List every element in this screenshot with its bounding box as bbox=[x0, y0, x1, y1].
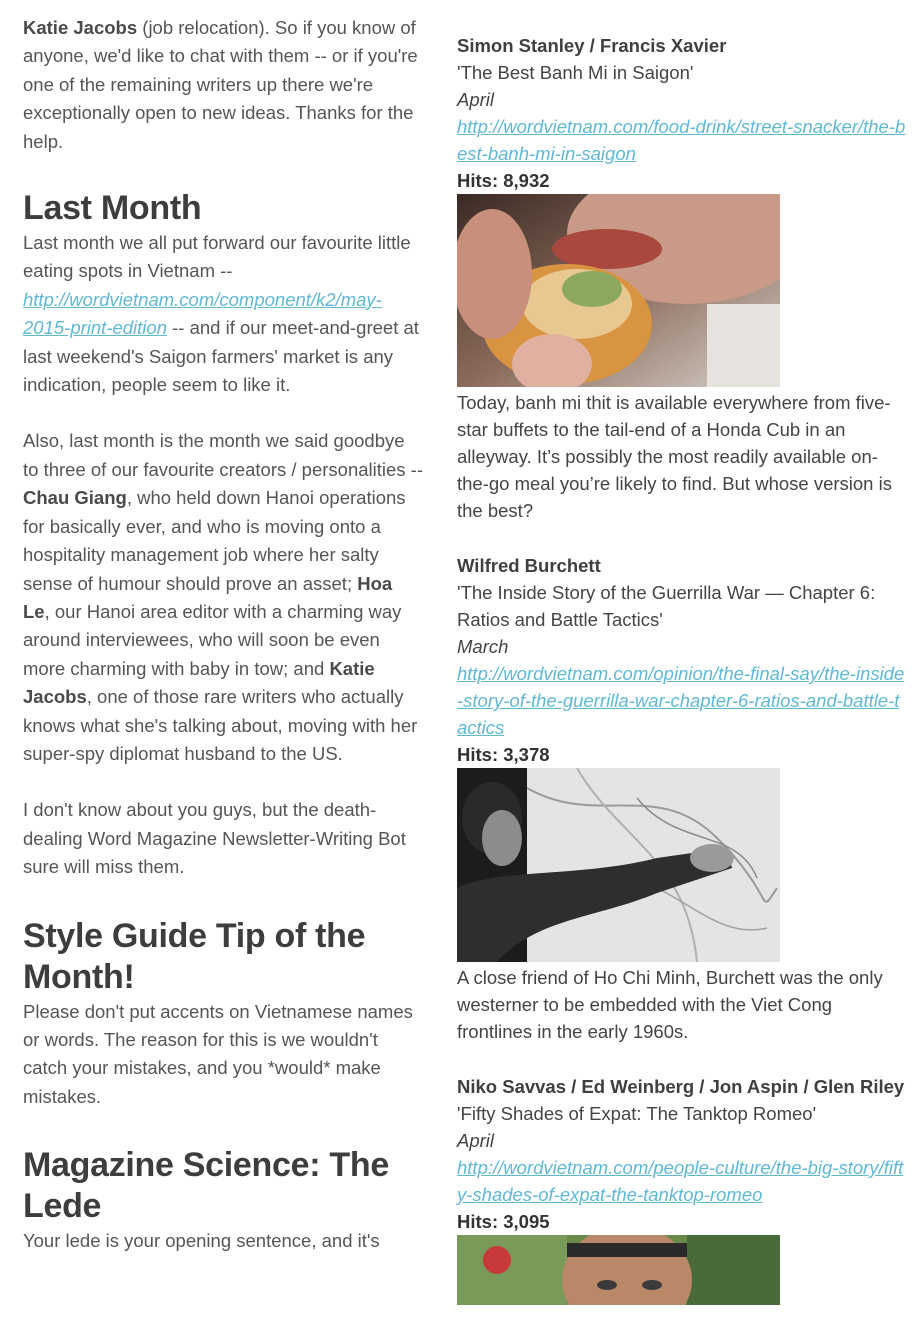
last-month-paragraph-3: I don't know about you guys, but the death-dealing Word Magazine Newsletter-Writing Bot sure will miss them. bbox=[23, 799, 406, 878]
article-authors: Simon Stanley / Francis Xavier bbox=[457, 35, 727, 56]
last-month-paragraph-2: Also, last month is the month we said goodbye to three of our favourite creators / personalities -- Chau Giang, who held down Hanoi operations for basically ever, and who is moving onto a hospitality management job where her salty sense of humour should prove an asset; Hoa Le, our Hanoi area editor with a charming way around interviewees, who will soon be even more charming with baby in tow; and Katie Jacobs, one of those rare writers who actually knows what she's talking about, moving with her super-spy diplomat husband to the US. bbox=[23, 430, 423, 764]
last-month-paragraph-1: Last month we all put forward our favourite little eating spots in Vietnam -- http://wordvietnam.com/component/k2/may-2015-print-edition -- and if our meet-and-greet at last weekend's Saigon farmers' market is any indication, people seem to like it. bbox=[23, 232, 419, 396]
print-edition-link[interactable]: http://wordvietnam.com/component/k2/may-2015-print-edition bbox=[23, 288, 382, 339]
article-link[interactable]: http://wordvietnam.com/food-drink/street-snacker/the-best-banh-mi-in-saigon bbox=[457, 116, 906, 164]
article-authors: Niko Savvas / Ed Weinberg / Jon Aspin / Glen Riley bbox=[457, 1076, 905, 1097]
right-column bbox=[457, 32, 907, 1305]
person-name: Hoa Le bbox=[23, 572, 393, 622]
person-name: Katie Jacobs bbox=[23, 657, 375, 708]
article-title: 'Fifty Shades of Expat: The Tanktop Romeo' bbox=[457, 1103, 817, 1124]
article-month: April bbox=[457, 1130, 495, 1151]
map-photo bbox=[457, 768, 780, 962]
style-guide-heading: Style Guide Tip of the Month! bbox=[23, 916, 366, 996]
article-hits: Hits: 8,932 bbox=[457, 170, 550, 191]
article-description: A close friend of Ho Chi Minh, Burchett was the only westerner to be embedded with the Viet Cong frontlines in the early 1960s. bbox=[457, 967, 883, 1042]
article-item bbox=[457, 552, 907, 1045]
style-guide-paragraph: Please don't put accents on Vietnamese names or words. The reason for this is we wouldn't catch your mistakes, and you *would* make mistakes. bbox=[23, 1000, 413, 1107]
article-hits: Hits: 3,095 bbox=[457, 1211, 550, 1232]
article-month: March bbox=[457, 636, 509, 657]
article-title: 'The Inside Story of the Guerrilla War — Chapter 6: Ratios and Battle Tactics' bbox=[457, 582, 876, 630]
person-name: Katie Jacobs bbox=[23, 17, 138, 38]
article-description: Today, banh mi thit is available everywhere from five-star buffets to the tail-end of a Honda Cub in an alleyway. It’s possibly the most readily available on-the-go meal you’re likely to find. But whose version is the best? bbox=[457, 392, 892, 521]
article-item bbox=[457, 32, 907, 524]
article-item bbox=[457, 1073, 907, 1305]
magazine-science-paragraph: Your lede is your opening sentence, and it's bbox=[23, 1230, 380, 1252]
last-month-heading: Last Month bbox=[23, 189, 202, 228]
person-name: Chau Giang bbox=[23, 487, 127, 509]
magazine-science-heading: Magazine Science: The Lede bbox=[23, 1146, 389, 1226]
article-month: April bbox=[457, 89, 495, 110]
article-title: 'The Best Banh Mi in Saigon' bbox=[457, 62, 694, 83]
intro-paragraph: Katie Jacobs (job relocation). So if you know of anyone, we'd like to chat with them -- or if you're one of the remaining writers up there we're exceptionally open to new ideas. Thanks for the help. bbox=[23, 17, 418, 152]
portrait-photo bbox=[457, 1235, 780, 1305]
banh-mi-photo bbox=[457, 194, 780, 387]
article-authors: Wilfred Burchett bbox=[457, 555, 601, 576]
article-link[interactable]: http://wordvietnam.com/people-culture/the-big-story/fifty-shades-of-expat-the-tanktop-romeo bbox=[457, 1157, 904, 1205]
left-column bbox=[23, 14, 423, 1256]
article-hits: Hits: 3,378 bbox=[457, 744, 550, 765]
article-link[interactable]: http://wordvietnam.com/opinion/the-final-say/the-inside-story-of-the-guerrilla-war-chapter-6-ratios-and-battle-tactics bbox=[457, 663, 905, 738]
